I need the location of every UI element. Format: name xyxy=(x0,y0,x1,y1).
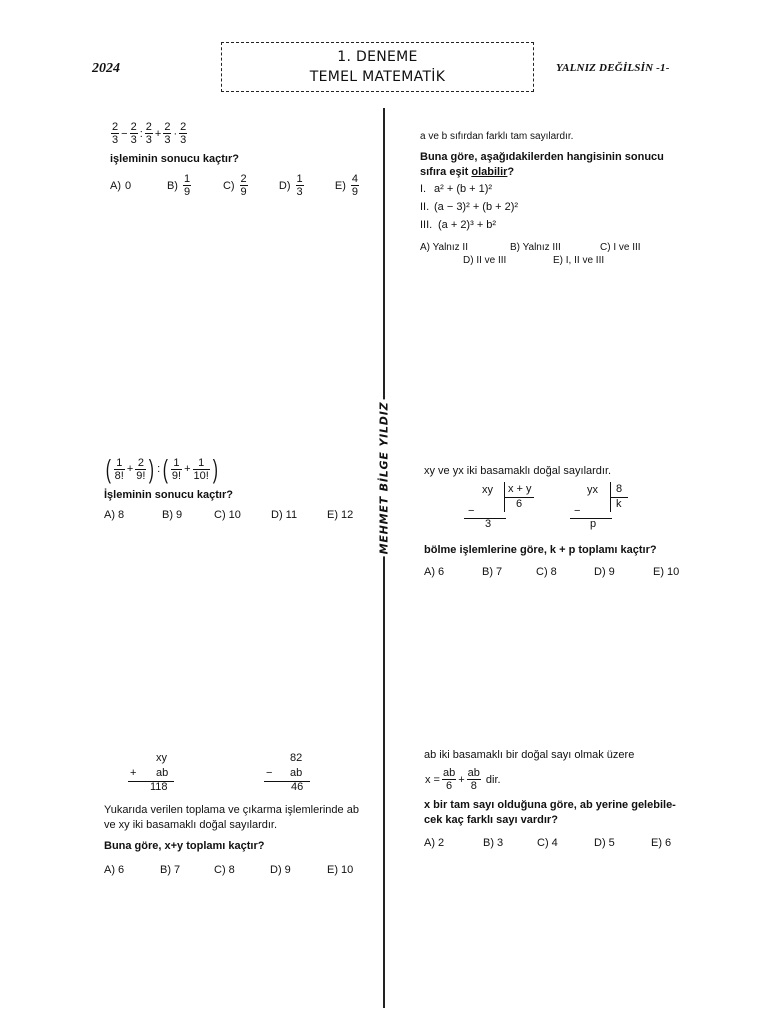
q3-frac-1: $\frac{1}{8!}$ xyxy=(114,456,124,482)
q2-choice-d[interactable]: D) II ve III xyxy=(463,255,507,266)
q1-choice-e[interactable]: E) $\frac{4}{9}$ xyxy=(334,173,358,198)
q5-text-line1: Yukarıda verilen toplama ve çıkarma işlemlerinde ab xyxy=(104,804,359,816)
q2-question-line2: sıfıra eşit olabilir? xyxy=(420,166,515,178)
q4-division-2: yx 8 k − p xyxy=(570,480,670,530)
q2-choice-b[interactable]: B) Yalnız III xyxy=(510,242,561,253)
q1-question: işleminin sonucu kaçtır? xyxy=(110,153,239,165)
q2-item-1: I. a² + (b + 1)² xyxy=(420,183,493,195)
q2-choice-e[interactable]: E) I, II ve III xyxy=(553,255,605,266)
q6-question-line2: cek kaç farklı sayı vardır? xyxy=(424,814,558,826)
q2-choice-c[interactable]: C) I ve III xyxy=(600,242,641,253)
q4-choice-d[interactable]: D) 9 xyxy=(594,566,615,578)
q5-choices xyxy=(104,864,359,876)
question-6 xyxy=(424,748,676,849)
author-name: MEHMET BİLGE YILDIZ xyxy=(377,401,391,555)
q1-expression: $\frac{2}{3}$ − $\frac{2}{3}$ : $\frac{2}{3}$ + $\frac{2}{3}$ · $\frac{2}{3}$ xyxy=(112,121,187,146)
q6-choice-e[interactable]: E) 6 xyxy=(651,837,672,849)
series-name: YALNIZ DEĞİLSİN -1- xyxy=(556,62,670,74)
q6-equation: x = $\frac{ab}{6}$ + $\frac{ab}{8}$ dir. xyxy=(425,767,501,792)
q2-question-line1: Buna göre, aşağıdakilerden hangisinin sonucu xyxy=(420,151,664,163)
q5-subtraction: 82 − ab 46 xyxy=(258,751,328,796)
question-1 xyxy=(110,121,360,198)
q4-choice-b[interactable]: B) 7 xyxy=(482,566,503,578)
q2-choice-a[interactable]: A) Yalnız II xyxy=(420,242,468,253)
column-divider xyxy=(383,108,385,1008)
exam-title-box xyxy=(221,42,534,92)
q3-frac-3: $\frac{1}{9!}$ xyxy=(171,456,182,482)
q1-choices xyxy=(110,173,360,198)
q4-question: bölme işlemlerine göre, k + p toplamı kaçtır? xyxy=(424,544,657,556)
q3-expression: ( $\frac{1}{8!}$ + $\frac{2}{9!}$ ) : ( $\frac{1}{9!}$ + $\frac{1}{10!}$ ) xyxy=(105,454,218,484)
q1-frac-2: $\frac{2}{3}$ xyxy=(130,121,137,146)
q3-frac-4: $\frac{1}{10!}$ xyxy=(193,456,209,482)
q4-choice-a[interactable]: A) 6 xyxy=(424,566,445,578)
q6-choice-b[interactable]: B) 3 xyxy=(483,837,504,849)
exam-title-line1: 1. DENEME xyxy=(337,49,418,65)
q5-choice-e[interactable]: E) 10 xyxy=(327,864,354,876)
q1-frac-1: $\frac{2}{3}$ xyxy=(112,121,119,146)
q3-frac-2: $\frac{2}{9!}$ xyxy=(136,456,146,482)
q1-choice-a[interactable]: A) 0 xyxy=(110,179,132,192)
q3-choices xyxy=(104,509,353,521)
q3-choice-c[interactable]: C) 10 xyxy=(214,509,241,521)
q2-item-2: II. (a − 3)² + (b + 2)² xyxy=(420,201,519,213)
q2-choices-row1 xyxy=(420,242,664,253)
q6-choices xyxy=(424,837,676,849)
q2-intro: a ve b sıfırdan farklı tam sayılardır. xyxy=(420,131,574,142)
q1-choice-c[interactable]: C) $\frac{2}{9}$ xyxy=(222,173,247,198)
q5-choice-a[interactable]: A) 6 xyxy=(104,864,125,876)
q3-choice-b[interactable]: B) 9 xyxy=(162,509,183,521)
q3-choice-e[interactable]: E) 12 xyxy=(327,509,354,521)
q4-intro: xy ve yx iki basamaklı doğal sayılardır. xyxy=(424,465,612,477)
q5-text-line2: ve xy iki basamaklı doğal sayılardır. xyxy=(104,819,278,831)
q1-frac-5: $\frac{2}{3}$ xyxy=(180,121,187,146)
q2-choices-row2 xyxy=(463,255,664,266)
q1-frac-3: $\frac{2}{3}$ xyxy=(145,121,152,146)
q3-question: İşleminin sonucu kaçtır? xyxy=(104,489,233,501)
q5-question: Buna göre, x+y toplamı kaçtır? xyxy=(104,840,265,852)
q6-intro: ab iki basamaklı bir doğal sayı olmak üzere xyxy=(424,749,635,761)
q6-question-line1: x bir tam sayı olduğuna göre, ab yerine gelebile- xyxy=(424,799,676,811)
exam-year: 2024 xyxy=(92,61,120,76)
q6-choice-a[interactable]: A) 2 xyxy=(424,837,445,849)
question-2 xyxy=(420,129,664,266)
q4-choices xyxy=(424,566,679,578)
q1-frac-4: $\frac{2}{3}$ xyxy=(164,121,171,146)
q4-choice-c[interactable]: C) 8 xyxy=(536,566,557,578)
q5-addition: xy + ab 118 xyxy=(120,751,190,796)
q3-choice-a[interactable]: A) 8 xyxy=(104,509,125,521)
q5-choice-d[interactable]: D) 9 xyxy=(270,864,291,876)
q2-item-3: III. (a + 2)³ + b² xyxy=(420,219,497,231)
q1-choice-d[interactable]: D) $\frac{1}{3}$ xyxy=(278,173,303,198)
q4-division-1: xy x + y 6 − 3 xyxy=(424,480,544,530)
q4-choice-e[interactable]: E) 10 xyxy=(653,566,680,578)
q1-choice-b[interactable]: B) $\frac{1}{9}$ xyxy=(166,173,191,198)
q6-choice-d[interactable]: D) 5 xyxy=(594,837,615,849)
question-3 xyxy=(104,456,353,521)
q5-choice-c[interactable]: C) 8 xyxy=(214,864,235,876)
q5-choice-b[interactable]: B) 7 xyxy=(160,864,181,876)
question-5 xyxy=(104,803,359,876)
exam-title-line2: TEMEL MATEMATİK xyxy=(309,69,446,85)
q3-choice-d[interactable]: D) 11 xyxy=(271,509,298,521)
q6-choice-c[interactable]: C) 4 xyxy=(537,837,558,849)
